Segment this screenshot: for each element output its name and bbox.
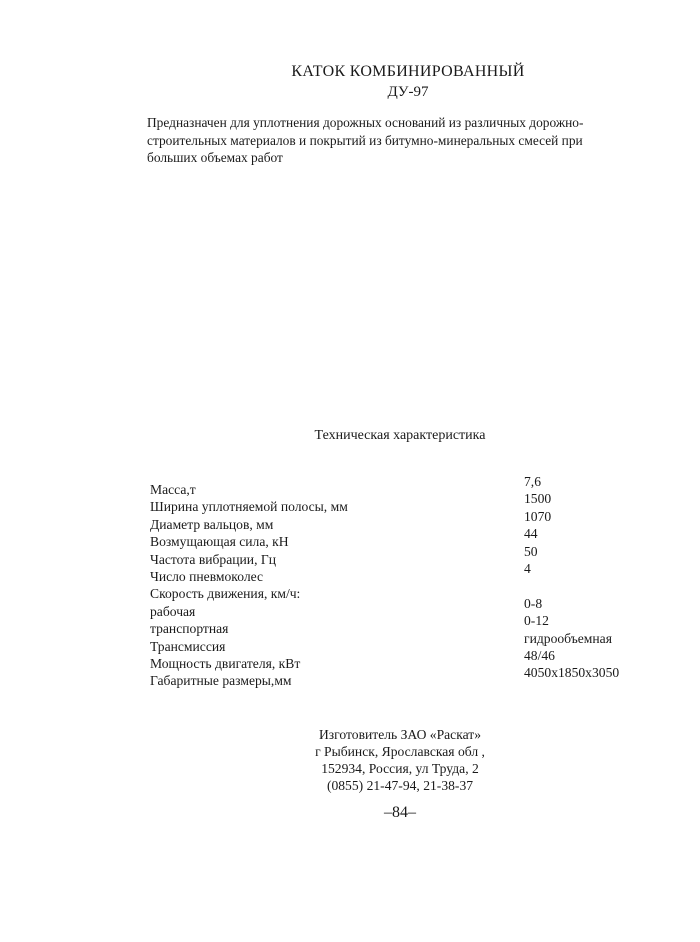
spec-value: 48/46	[524, 648, 555, 663]
spec-row	[150, 508, 650, 532]
spec-value: 1070	[524, 508, 552, 524]
phone-line: (0855) 21-47-94, 21-38-37	[326, 778, 474, 793]
spec-value: 4050x1850x3050	[524, 665, 620, 681]
spec-row	[150, 561, 650, 584]
spec-label: Масса,т	[150, 482, 196, 497]
document-title: КАТОК КОМБИНИРОВАННЫЙ	[291, 63, 525, 80]
spec-value: 1500	[524, 491, 552, 507]
spec-label: Возмущающая сила, кН	[150, 534, 289, 550]
spec-label: Число пневмоколес	[150, 569, 264, 584]
spec-row	[150, 595, 650, 619]
manufacturer-line: Изготовитель ЗАО «Раскат»	[318, 727, 482, 742]
spec-label: Трансмиссия	[150, 638, 226, 654]
spec-label: Ширина уплотняемой полосы, мм	[150, 499, 348, 515]
spec-row	[150, 665, 650, 689]
spec-value: 4	[524, 561, 531, 576]
spec-row	[150, 491, 650, 515]
spec-label: Диаметр вальцов, мм	[150, 516, 274, 532]
spec-row	[150, 630, 650, 654]
address-line: 152934, Россия, ул Труда, 2	[321, 761, 479, 776]
spec-label: Скорость движения, км/ч:	[150, 586, 301, 602]
model-name: ДУ-97	[387, 84, 429, 100]
spec-row	[150, 543, 650, 567]
description-line: строительных материалов и покрытий из битумно-минеральных смесей при	[147, 132, 583, 148]
spec-value: 50	[524, 543, 538, 559]
page-number: –84–	[384, 804, 416, 821]
spec-label: рабочая	[150, 603, 196, 619]
spec-row	[150, 582, 650, 602]
description	[147, 114, 653, 167]
spec-label: Габаритные размеры,мм	[150, 673, 292, 689]
spec-value: 0-8	[524, 595, 543, 611]
spec-row	[150, 526, 650, 550]
spec-value: 0-12	[524, 613, 549, 629]
description-line: Предназначен для уплотнения дорожных оснований из различных дорожно-	[147, 115, 584, 130]
spec-row	[150, 474, 650, 497]
spec-label: транспортная	[150, 621, 229, 637]
spec-label: Частота вибрации, Гц	[150, 551, 277, 567]
spec-value: гидрообъемная	[524, 630, 612, 646]
spec-label: Мощность двигателя, кВт	[150, 656, 301, 671]
address-line: г Рыбинск, Ярославская обл ,	[315, 744, 485, 759]
specs-heading: Техническая характеристика	[314, 428, 486, 443]
description-line: больших объемах работ	[147, 150, 283, 165]
spec-value: 7,6	[524, 474, 541, 489]
spec-value: 44	[524, 526, 538, 542]
